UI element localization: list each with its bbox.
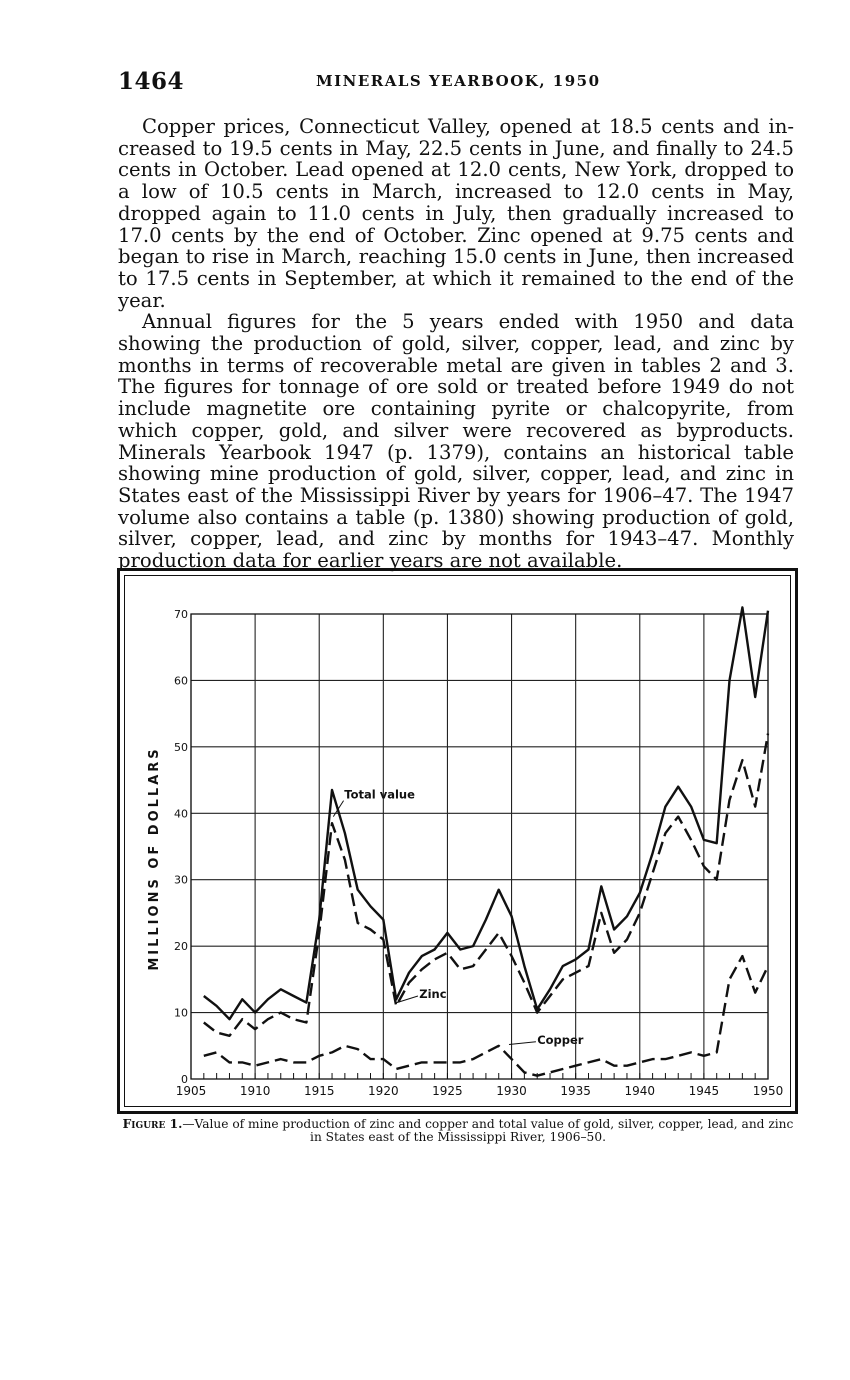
y-tick-label-40: 40 xyxy=(174,807,188,821)
y-tick-label-20: 20 xyxy=(174,940,188,954)
figure-caption xyxy=(118,1118,798,1144)
paragraph-annual-figures: Annual figures for the 5 years ended with 1950 and data showing the production of gold, silver, copper, lead, and zinc by months in terms of recoverable metal are given in tables 2 and 3. The figures for tonnage of ore sold or treated before 1949 do not include magnetite ore containing pyrite or chalcopyrite, from which copper, gold, and silver were recovered as byproducts. Minerals Yearbook 1947 (p. 1379), contains an historical table showing mine production of gold, silver, copper, lead, and zinc in States east of the Mississippi River by years for 1906–47. The 1947 volume also contains a table (p. 1380) showing production of gold, silver, copper, lead, and zinc by months for 1943–47. Monthly production data for earlier years are not available. xyxy=(118,310,794,573)
series-line-zinc xyxy=(204,734,768,1036)
x-tick-label-1925: 1925 xyxy=(432,1084,463,1098)
page-number: 1464 xyxy=(118,68,185,95)
annotation-label-copper: Copper xyxy=(537,1032,584,1047)
y-axis-title: MILLIONS OF DOLLARS xyxy=(147,746,162,971)
figure-frame xyxy=(117,568,798,1114)
y-tick-label-30: 30 xyxy=(174,873,188,887)
series-layer xyxy=(204,607,768,1075)
y-tick-label-70: 70 xyxy=(174,608,188,621)
caption-label: Figure 1. xyxy=(122,1117,183,1131)
y-tick-label-0: 0 xyxy=(181,1073,188,1086)
x-tick-label-1950: 1950 xyxy=(752,1084,784,1098)
line-chart xyxy=(120,571,795,1111)
grid-layer xyxy=(191,614,768,1079)
running-head: MINERALS YEARBOOK, 1950 xyxy=(316,72,601,90)
y-tick-label-60: 60 xyxy=(174,674,188,688)
body-text xyxy=(118,116,794,572)
axis-layer xyxy=(174,608,783,1098)
annotation-leader-copper xyxy=(509,1042,536,1045)
x-tick-label-1920: 1920 xyxy=(368,1084,399,1098)
x-tick-label-1905: 1905 xyxy=(175,1084,207,1098)
y-tick-label-10: 10 xyxy=(174,1006,188,1020)
annotation-label-zinc: Zinc xyxy=(419,986,447,1001)
x-tick-label-1930: 1930 xyxy=(496,1084,527,1098)
x-tick-label-1935: 1935 xyxy=(560,1084,591,1098)
plot-border xyxy=(191,614,768,1079)
x-tick-label-1910: 1910 xyxy=(239,1084,271,1098)
annotation-layer xyxy=(333,787,583,1046)
y-tick-label-50: 50 xyxy=(174,740,188,754)
x-tick-label-1915: 1915 xyxy=(303,1084,335,1098)
annotation-label-total-value: Total value xyxy=(344,787,415,802)
paragraph-copper-prices: Copper prices, Connecticut Valley, opened at 18.5 cents and increased to 19.5 cents in May, 22.5 cents in June, and finally to 24.5 cents in October. Lead opened at 12.0 cents, New York, dropped to a low of 10.5 cents in March, increased to 12.0 cents in May, dropped again to 11.0 cents in July, then gradually increased to 17.0 cents by the end of October. Zinc opened at 9.75 cents and began to rise in March, reaching 15.0 cents in June, then increased to 17.5 cents in September, at which it remained to the end of the year. xyxy=(118,115,794,312)
x-tick-label-1940: 1940 xyxy=(624,1084,656,1098)
x-tick-label-1945: 1945 xyxy=(688,1084,720,1098)
page-header xyxy=(118,68,798,100)
caption-text: —Value of mine production of zinc and copper and total value of gold, silver, copper, lead, and zinc in States east of the Mississippi River, 1906–50. xyxy=(182,1117,794,1144)
